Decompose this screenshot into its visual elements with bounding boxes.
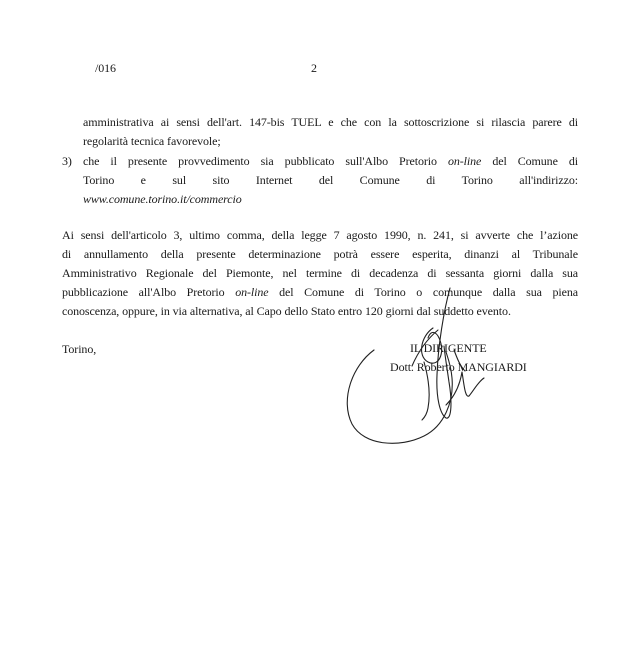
document-reference: /016 — [95, 61, 116, 75]
notice-line-3: Amministrativo Regionale del Piemonte, nel termine di decadenza di sessanta giorni dalla sua — [62, 266, 578, 280]
notice-line-2: di annullamento della presente determinazione potrà essere esperita, dinanzi al Tribunale — [62, 247, 578, 261]
notice-line-1: Ai sensi dell'articolo 3, ultimo comma, della legge 7 agosto 1990, n. 241, si avverte che l’azione — [62, 228, 578, 242]
signatory-title: IL DIRIGENTE — [410, 341, 487, 355]
continuation-line-2: regolarità tecnica favorevole; — [83, 134, 221, 148]
notice-line-4-italic: on-line — [235, 285, 269, 299]
item3-url-text: www.comune.torino.it/commercio — [83, 192, 242, 206]
notice-line-4 — [62, 283, 578, 302]
item3-url — [83, 190, 578, 209]
item3-line-1-text-a: che il presente provvedimento sia pubblicato sull'Albo Pretorio — [83, 154, 437, 168]
item3-line-1-italic: on-line — [447, 154, 482, 168]
continuation-line-1: amministrativa ai sensi dell'art. 147-bis TUEL e che con la sottoscrizione si rilascia parere di — [83, 115, 578, 129]
page-number: 2 — [311, 61, 317, 75]
item3-line-1 — [83, 152, 578, 171]
notice-line-5: conoscenza, oppure, in via alternativa, al Capo dello Stato entro 120 giorni dal suddetto evento. — [62, 304, 511, 318]
closing-place: Torino, — [62, 342, 97, 356]
item3-line-2: Torino e sul sito Internet del Comune di Torino all'indirizzo: — [83, 173, 578, 187]
notice-line-4-text-a: pubblicazione all'Albo Pretorio — [62, 285, 225, 299]
item-number: 3) — [62, 154, 72, 168]
notice-line-4-text-b: del Comune di Torino o comunque dalla sua piena — [279, 285, 578, 299]
signatory-name: Dott. Roberto MANGIARDI — [390, 360, 527, 374]
item3-line-1-text-b: del Comune di — [492, 154, 578, 168]
